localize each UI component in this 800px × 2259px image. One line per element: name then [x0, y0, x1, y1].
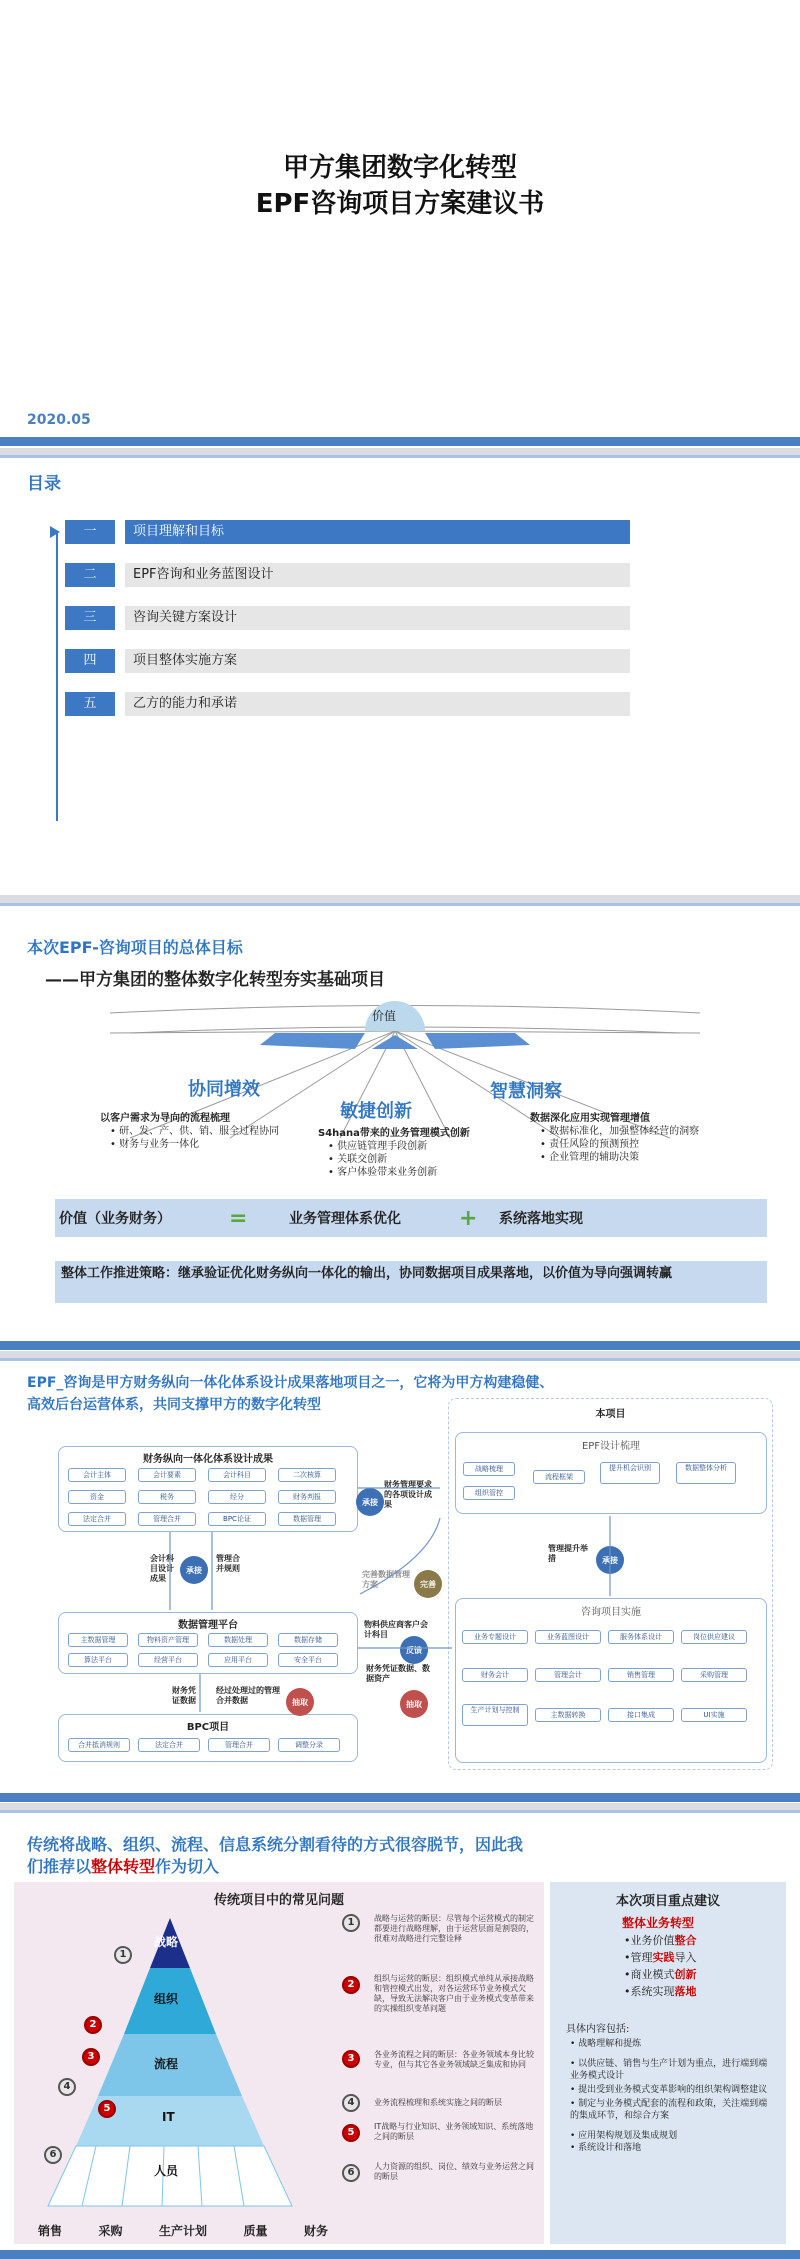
value-equation-bar: [55, 1199, 767, 1237]
chip: BPC论证: [208, 1512, 266, 1526]
pyramid-label: 流程: [154, 2057, 179, 2071]
toc-item-4[interactable]: [65, 649, 630, 673]
problems-title: 传统项目中的常见问题: [213, 1893, 344, 1908]
slide-epf-position: [0, 1358, 800, 1803]
transform-title: [27, 1834, 767, 1878]
toc-num: 五: [65, 692, 115, 716]
chip: 经营平台: [138, 1653, 198, 1667]
pyramid-label: 人员: [154, 2164, 179, 2178]
value-chain-item: 质量: [243, 2224, 268, 2238]
chip: 销售管理: [608, 1668, 674, 1682]
rec-highlight: 落地: [674, 1985, 697, 1998]
chip: 二次核算: [278, 1468, 336, 1482]
chip: 战略梳理: [463, 1462, 515, 1476]
problem-marker: 1: [114, 1946, 132, 1964]
cover-title: [0, 150, 800, 222]
pillar-2-bullet: • 关联交创新: [328, 1154, 388, 1165]
goals-title: 本次EPF-咨询项目的总体目标: [27, 938, 243, 957]
pillar-3-bullet: • 数据标准化，加强整体经营的洞察: [540, 1126, 700, 1137]
rec-text: •管理: [624, 1951, 653, 1964]
bullet-text: 研、发、产、供、销、服全过程协同: [119, 1126, 280, 1137]
content-item: • 战略理解和提炼: [570, 2039, 642, 2049]
bullet-text: 企业管理的辅助决策: [549, 1152, 640, 1163]
bullet-text: 财务与业务一体化: [119, 1139, 200, 1150]
chip: 数据整体分析: [676, 1462, 736, 1484]
problem-marker: 5: [342, 2124, 360, 2142]
extract-badge-2: 抽取: [286, 1688, 314, 1716]
chip: 财务判报: [278, 1490, 336, 1504]
pillar-3-name: 智慧洞察: [490, 1081, 562, 1102]
chip: 物料资产管理: [138, 1633, 198, 1647]
toc-num: 四: [65, 649, 115, 673]
rec-text: •业务价值: [624, 1934, 675, 1947]
chip: 会计主体: [68, 1468, 126, 1482]
bottom-bar: [0, 1341, 800, 1350]
processed-label: 经过处理过的管理合并数据: [216, 1686, 280, 1705]
toc-label: 项目理解和目标: [125, 520, 630, 544]
pillar-3-lead: 数据深化应用实现管理增值: [530, 1113, 650, 1124]
voucher2-label: 财务凭证数据: [172, 1686, 196, 1705]
improve-label: 完善数据管理方案: [362, 1570, 410, 1589]
problem-marker: 3: [82, 2048, 100, 2066]
chip: 流程框架: [533, 1470, 585, 1484]
pyramid-label: 战略: [154, 1935, 179, 1949]
chip: 数据处理: [208, 1633, 268, 1647]
bullet-text: 关联交创新: [337, 1154, 388, 1165]
box-title: 咨询项目实施: [581, 1607, 641, 1618]
chip: UI实施: [681, 1708, 747, 1722]
arrow-left-icon: [260, 1033, 365, 1049]
mgmt-upgrade-label: 管理提升举措: [548, 1544, 588, 1563]
inherit-badge-3: 承接: [596, 1546, 624, 1574]
flow-arrows: [0, 1358, 800, 1803]
problem-marker: 4: [58, 2078, 76, 2096]
top-bar: [0, 1810, 800, 1813]
chip: 调整分录: [278, 1738, 340, 1752]
bottom-bar: [0, 2250, 800, 2259]
voucher-label: 财务凭证数据、数据资产: [366, 1664, 430, 1683]
pillar-2-name: 敏捷创新: [340, 1101, 412, 1122]
content-list: [570, 2038, 775, 2154]
toc-label: 项目整体实施方案: [125, 649, 630, 673]
chip: 管理会计: [535, 1668, 601, 1682]
chip: 税务: [138, 1490, 196, 1504]
material-label: 物料供应商客户会计科目: [364, 1620, 428, 1639]
problem-text: 战略与运营的断层：尽管每个运营模式的制定都要进行战略理解，由于运营层面是割裂的，很难对战略进行完整诠释: [374, 1914, 534, 1943]
pyramid-diagram: [30, 1910, 330, 2220]
chip: 采购管理: [681, 1668, 747, 1682]
toc-pointer-icon: [50, 526, 60, 538]
bullet-text: 供应链管理手段创新: [337, 1141, 428, 1152]
slide-transformation: [0, 1810, 800, 2259]
slide-toc: [0, 455, 800, 895]
transform-title-line2: [27, 1856, 767, 1878]
chip: 经分: [208, 1490, 266, 1504]
problem-marker: 6: [342, 2164, 360, 2182]
title-part: 们推荐以: [27, 1857, 92, 1876]
cover-title-line1: 甲方集团数字化转型: [282, 153, 517, 183]
rec-text: •系统实现: [624, 1985, 675, 1998]
chip: 数据管理: [278, 1512, 336, 1526]
rec-text: 导入: [674, 1951, 697, 1964]
chip: 提升机会识别: [600, 1462, 660, 1484]
pillar-2: [318, 1127, 478, 1179]
pillar-3: [530, 1112, 730, 1164]
rec-highlight: 实践: [652, 1951, 675, 1964]
top-bar: [0, 903, 800, 906]
problem-text: 业务流程梳理和系统实施之间的断层: [374, 2098, 502, 2107]
problem-text: 人力资源的组织、岗位、绩效与业务运营之间的断层: [374, 2162, 534, 2181]
problem-marker: 5: [98, 2100, 116, 2118]
toc-num: 三: [65, 606, 115, 630]
pillar-1-bullet: • 财务与业务一体化: [110, 1139, 200, 1150]
equation-term-a: 业务管理体系优化: [289, 1211, 401, 1227]
problem-marker: 3: [342, 2050, 360, 2068]
pyramid-label: 组织: [154, 1992, 179, 2006]
problem-text: 各业务流程之间的断层：各业务领域本身比较专业，但与其它各业务领域缺乏集成和协同: [374, 2050, 534, 2069]
rec-text: •商业模式: [624, 1968, 675, 1981]
pillar-2-lead: S4hana带来的业务管理模式创新: [318, 1128, 470, 1139]
improve-badge: 完善: [414, 1570, 442, 1598]
rec-highlight: 创新: [674, 1968, 697, 1981]
epf-title-line2: 高效后台运营体系，共同支撑甲方的数字化转型: [27, 1397, 321, 1413]
toc-title: 目录: [27, 474, 61, 494]
fin-mgmt-label: 财务管理要求的各项设计成果: [384, 1480, 432, 1509]
chip: 管理合并: [208, 1738, 270, 1752]
pillar-1-lead: 以客户需求为导向的流程梳理: [100, 1113, 230, 1124]
toc-vertical-line: [56, 531, 58, 821]
toc-label: 咨询关键方案设计: [125, 606, 630, 630]
value-chain-item: 销售: [38, 2224, 63, 2238]
box-title: 财务纵向一体化体系设计成果: [143, 1454, 273, 1465]
chip: 会计科目: [208, 1468, 266, 1482]
cover-title-line2: EPF咨询项目方案建议书: [255, 189, 545, 219]
extract-badge: 抽取: [400, 1690, 428, 1718]
recommendation-title: 本次项目重点建议: [615, 1894, 720, 1909]
value-chain-item: 财务: [303, 2224, 328, 2238]
rec-item: [624, 1932, 697, 1949]
chip: 应用平台: [208, 1653, 268, 1667]
problem-text: 组织与运营的断层：组织模式单纯从承接战略和管控模式出发，对各运营环节业务模式欠缺，导致无法解决客户由于业务模式变革带来的实操组织变革问题: [374, 1974, 534, 2013]
bullet-text: 数据标准化，加强整体经营的洞察: [549, 1126, 700, 1137]
epf-title-line1: EPF_咨询是甲方财务纵向一体化体系设计成果落地项目之一，它将为甲方构建稳健、: [27, 1375, 554, 1391]
top-bar: [0, 455, 800, 458]
value-chain: [38, 2222, 328, 2239]
toc-item-3[interactable]: [65, 606, 630, 630]
title-part: 作为切入: [155, 1857, 220, 1876]
problem-marker: 1: [342, 1914, 360, 1932]
acct-design-label: 会计科目设计成果: [150, 1554, 174, 1583]
box-title: 数据管理平台: [178, 1620, 238, 1631]
toc-num: 一: [65, 520, 115, 544]
slide-cover: [0, 0, 800, 448]
chip: 岗位供应建议: [681, 1630, 747, 1644]
rec-highlight: 整合: [674, 1934, 697, 1947]
toc-num: 二: [65, 563, 115, 587]
chip: 财务会计: [462, 1668, 528, 1682]
content-item: • 提出受到业务模式变革影响的组织架构调整建议: [570, 2085, 768, 2095]
cover-date: 2020.05: [27, 412, 91, 428]
toc-item-2[interactable]: [65, 563, 630, 587]
chip: 业务专题设计: [462, 1630, 528, 1644]
pillar-2-bullet: • 供应链管理手段创新: [328, 1141, 428, 1152]
rec-item: [624, 1983, 697, 2000]
chip: 组织管控: [463, 1486, 515, 1500]
chip: 算法平台: [68, 1653, 128, 1667]
rec-item: [624, 1949, 697, 1966]
slide-goals: [0, 903, 800, 1351]
content-item: • 应用架构规划及集成规划: [570, 2131, 678, 2141]
inherit-badge-2: 承接: [180, 1556, 208, 1584]
chip: 法定合并: [68, 1512, 126, 1526]
value-label: 价值: [372, 1009, 397, 1023]
pillar-3-bullet: • 企业管理的辅助决策: [540, 1152, 640, 1163]
box-title: 本项目: [595, 1409, 626, 1420]
mgmt-merge-label: 管理合并规则: [216, 1554, 240, 1573]
equals-sign: =: [229, 1205, 248, 1231]
bullet-text: 客户体验带来业务创新: [337, 1167, 438, 1178]
chip: 法定合并: [138, 1738, 200, 1752]
chip: 资金: [68, 1490, 126, 1504]
chip: 主数据管理: [68, 1633, 128, 1647]
chip: 接口集成: [608, 1708, 674, 1722]
problem-marker: 4: [342, 2094, 360, 2112]
pillar-1-bullet: • 研、发、产、供、销、服全过程协同: [110, 1126, 280, 1137]
chip: 合并抵消规则: [68, 1738, 130, 1752]
rec-item: [624, 1966, 697, 1983]
equation-left: 价值（业务财务）: [59, 1211, 171, 1227]
pillar-1: [100, 1112, 300, 1151]
chip: 服务体系设计: [608, 1630, 674, 1644]
arrow-right-icon: [425, 1033, 530, 1049]
inherit-badge: 承接: [356, 1488, 384, 1516]
strategy-text: 整体工作推进策略：继承验证优化财务纵向一体化的输出，协同数据项目成果落地，以价值为导向强调转赢: [55, 1261, 767, 1303]
transform-title-line1: 传统将战略、组织、流程、信息系统分割看待的方式很容脱节，因此我: [27, 1835, 524, 1854]
feedback-badge: 反馈: [400, 1636, 428, 1664]
bottom-bar: [0, 437, 800, 446]
recommendation-list: [624, 1932, 697, 2000]
chip: 数据存储: [278, 1633, 338, 1647]
bottom-bar: [0, 1793, 800, 1802]
pillar-2-bullet: • 客户体验带来业务创新: [328, 1167, 438, 1178]
value-chain-item: 采购: [98, 2224, 123, 2238]
toc-label: EPF咨询和业务蓝图设计: [125, 563, 630, 587]
equation-term-b: 系统落地实现: [499, 1211, 583, 1227]
bullet-text: 责任风险的预测预控: [549, 1139, 640, 1150]
toc-item-1[interactable]: [65, 520, 630, 544]
goals-subtitle: ——甲方集团的整体数字化转型夯实基础项目: [45, 970, 385, 990]
toc-label: 乙方的能力和承诺: [125, 692, 630, 716]
pyramid-label: IT: [162, 2110, 175, 2124]
chip: 管理合并: [138, 1512, 196, 1526]
chip: 会计要素: [138, 1468, 196, 1482]
content-item: • 制定与业务模式配套的流程和政策，关注端到端的集成环节，和综合方案: [570, 2099, 768, 2121]
pillar-1-name: 协同增效: [188, 1079, 260, 1100]
chip: 主数据转换: [535, 1708, 601, 1722]
value-chain-item: 生产计划: [158, 2224, 207, 2238]
recommendation-head: 整体业务转型: [622, 1916, 695, 1930]
plus-sign: +: [459, 1205, 478, 1231]
content-item: • 以供应链、销售与生产计划为重点，进行端到端业务模式设计: [570, 2059, 768, 2081]
problem-marker: 6: [44, 2146, 62, 2164]
problem-text: IT战略与行业知识、业务领域知识、系统落地之间的断层: [374, 2122, 534, 2141]
toc-item-5[interactable]: [65, 692, 630, 716]
problem-marker: 2: [342, 1976, 360, 1994]
chip: 业务蓝图设计: [535, 1630, 601, 1644]
box-title: EPF设计梳理: [581, 1441, 641, 1452]
title-highlight: 整体转型: [91, 1857, 156, 1876]
content-head: 具体内容包括:: [566, 2024, 630, 2035]
content-item: • 系统设计和落地: [570, 2143, 642, 2153]
arrow-line: [360, 1518, 440, 1594]
problem-marker: 2: [84, 2016, 102, 2034]
pillar-3-bullet: • 责任风险的预测预控: [540, 1139, 640, 1150]
chip: 生产计划与控制: [462, 1704, 528, 1726]
chip: 安全平台: [278, 1653, 338, 1667]
box-title: BPC项目: [186, 1722, 230, 1733]
